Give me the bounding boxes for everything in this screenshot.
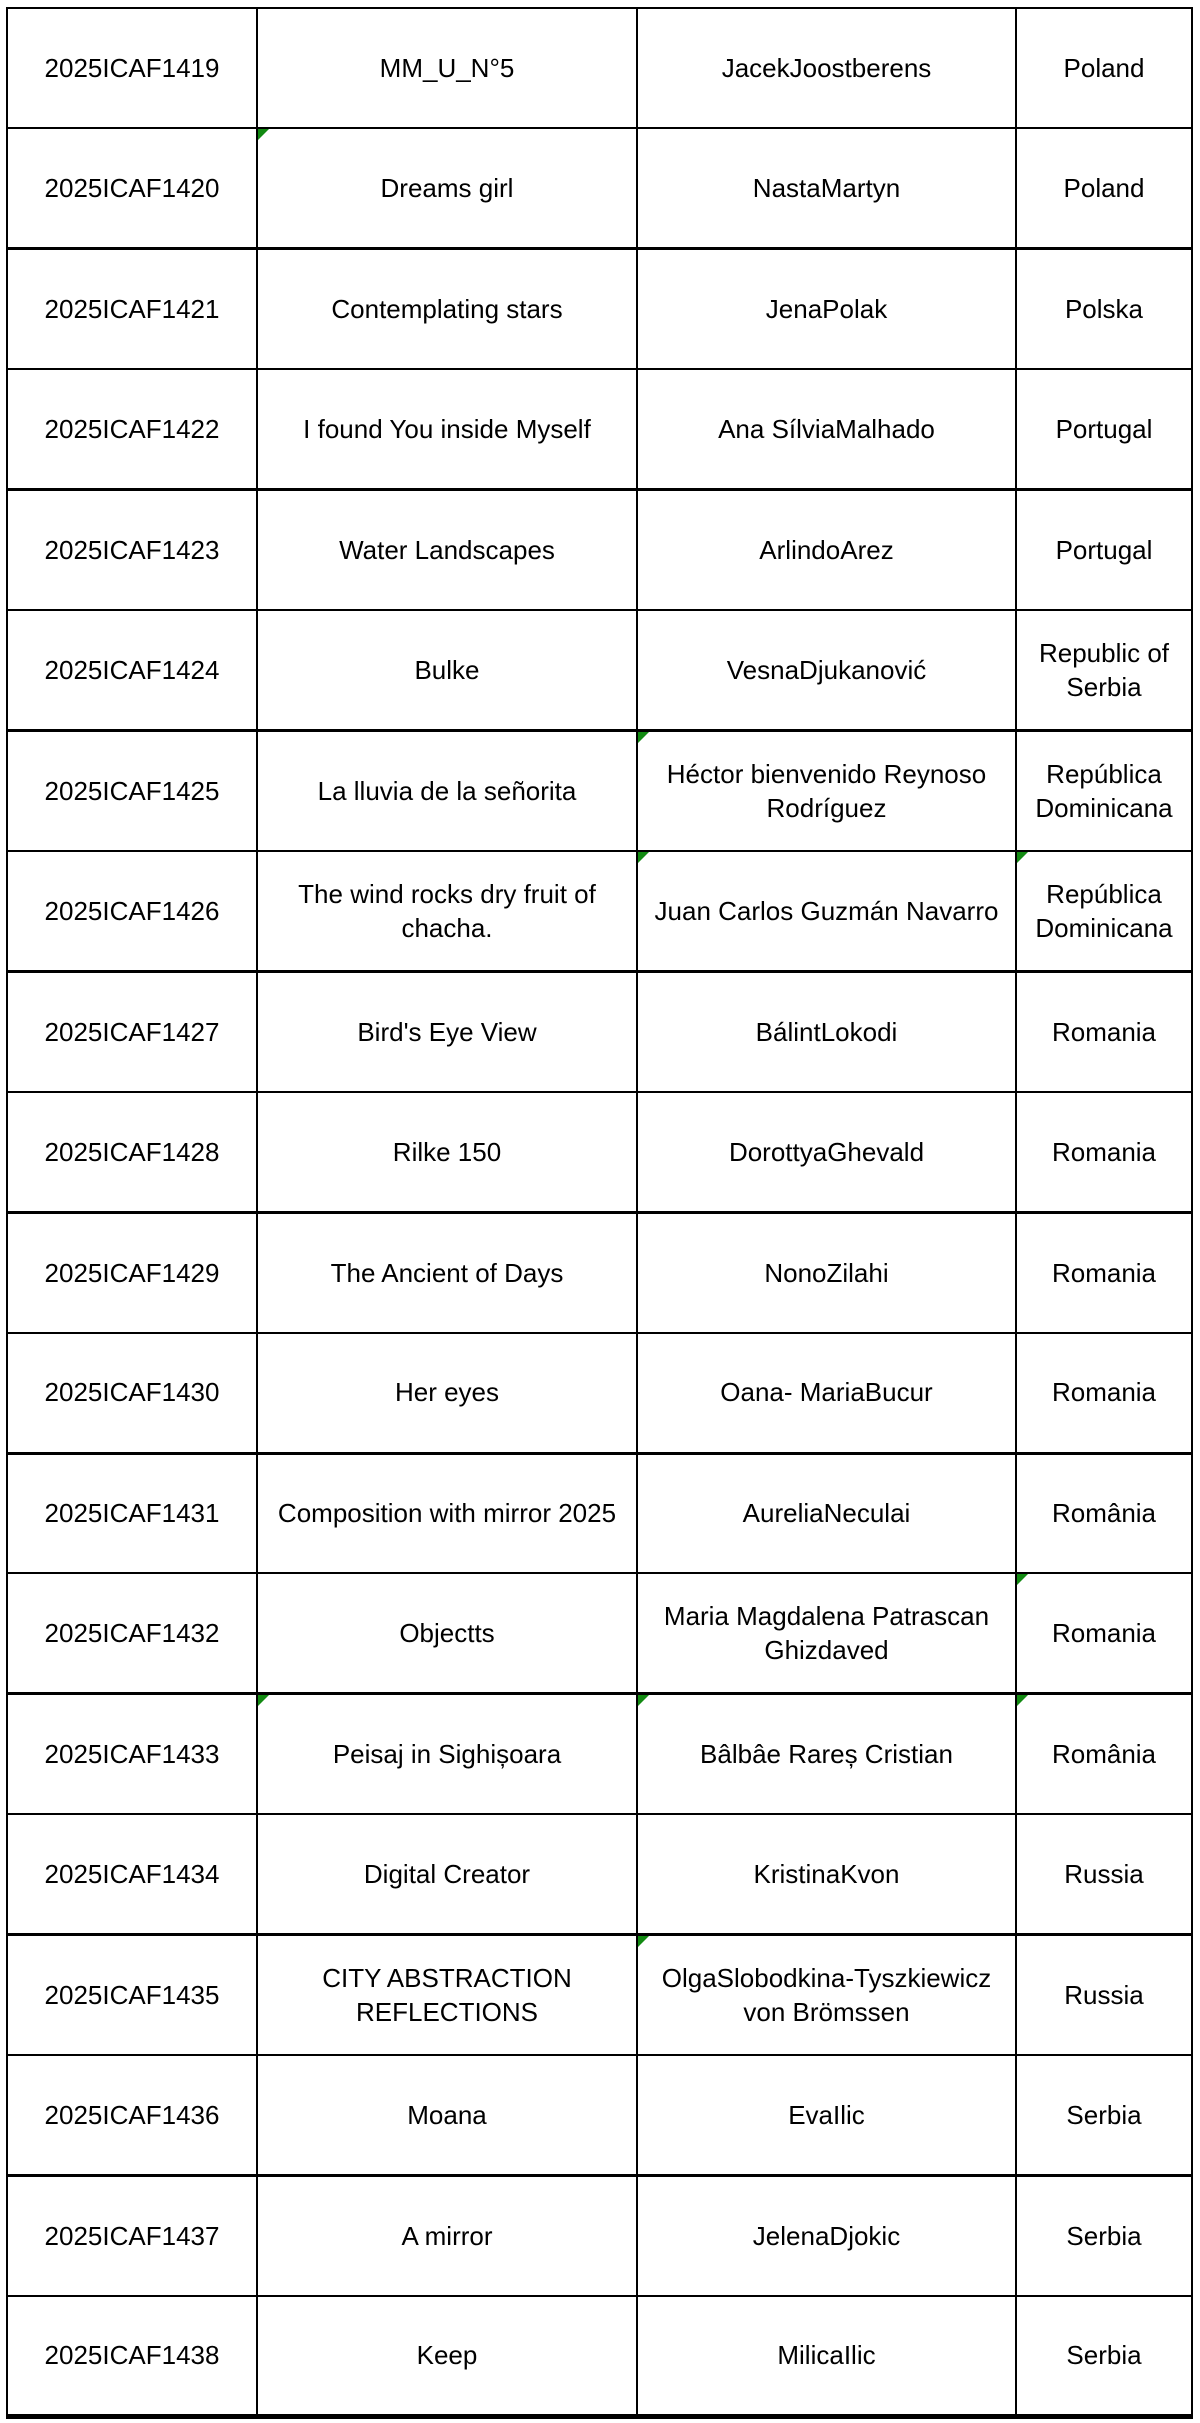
entry-id-text: 2025ICAF1436 — [44, 2099, 220, 2130]
artwork-title-text: The Ancient of Days — [330, 1257, 564, 1288]
country-cell — [1016, 128, 1192, 248]
table-row — [7, 128, 1192, 248]
country-cell — [1016, 2296, 1192, 2416]
table-row — [7, 2055, 1192, 2175]
country-text: República Dominicana — [1035, 878, 1173, 943]
country-text: Russia — [1064, 1859, 1144, 1890]
country-text: Romania — [1051, 1618, 1157, 1649]
registry-table-body — [7, 8, 1192, 2417]
country-cell — [1016, 2176, 1192, 2296]
table-row — [7, 369, 1192, 489]
author-name-text: MilicaIlic — [777, 2340, 876, 2371]
artwork-title-text: MM_U_N°5 — [379, 53, 515, 84]
table-row — [7, 1092, 1192, 1212]
author-name-text: Bâlbâe Rareș Cristian — [700, 1739, 953, 1770]
artwork-title-cell — [257, 2176, 637, 2296]
artwork-title-text: CITY ABSTRACTION REFLECTIONS — [322, 1962, 572, 2028]
entry-id-cell — [7, 851, 257, 971]
author-name-cell — [637, 971, 1016, 1091]
entry-id-text: 2025ICAF1435 — [44, 1980, 220, 2011]
table-row — [7, 851, 1192, 971]
country-cell — [1016, 8, 1192, 128]
entry-id-cell — [7, 2055, 257, 2175]
cell-error-flag-icon — [638, 852, 649, 863]
artwork-title-text: Digital Creator — [363, 1859, 531, 1890]
artwork-title-text: Her eyes — [394, 1377, 500, 1408]
artwork-title-text: Objectts — [399, 1618, 495, 1649]
entry-id-cell — [7, 1212, 257, 1332]
entry-id-cell — [7, 2176, 257, 2296]
entry-id-text: 2025ICAF1431 — [44, 1498, 220, 1529]
author-name-cell — [637, 2055, 1016, 2175]
country-text: Russia — [1064, 1980, 1144, 2011]
entry-id-text: 2025ICAF1429 — [44, 1257, 220, 1288]
artwork-title-text: Peisaj in Sighișoara — [332, 1739, 562, 1770]
country-text: România — [1051, 1498, 1157, 1529]
entry-id-cell — [7, 731, 257, 851]
author-name-text: ArlindoArez — [759, 534, 894, 565]
author-name-cell — [637, 1092, 1016, 1212]
country-text: Serbia — [1066, 2099, 1142, 2130]
author-name-cell — [637, 1573, 1016, 1693]
table-row — [7, 731, 1192, 851]
entry-id-text: 2025ICAF1430 — [44, 1377, 220, 1408]
author-name-text: JacekJoostberens — [721, 53, 932, 84]
table-row — [7, 2176, 1192, 2296]
country-cell — [1016, 490, 1192, 610]
author-name-cell — [637, 8, 1016, 128]
country-text: Poland — [1063, 53, 1145, 84]
entry-id-text: 2025ICAF1427 — [44, 1016, 220, 1047]
artwork-title-text: Dreams girl — [380, 173, 514, 204]
table-row — [7, 1814, 1192, 1934]
entry-id-cell — [7, 1935, 257, 2055]
artwork-title-text: Contemplating stars — [331, 294, 563, 325]
artwork-title-cell — [257, 1814, 637, 1934]
entry-id-cell — [7, 971, 257, 1091]
country-text: Portugal — [1055, 414, 1153, 445]
author-name-cell — [637, 1814, 1016, 1934]
country-text: România — [1051, 1739, 1157, 1770]
table-row — [7, 1694, 1192, 1814]
country-cell — [1016, 1092, 1192, 1212]
author-name-text: NonoZilahi — [764, 1257, 889, 1288]
country-cell — [1016, 610, 1192, 730]
author-name-text: EvaIlic — [788, 2099, 865, 2130]
country-cell — [1016, 2055, 1192, 2175]
author-name-cell — [637, 1694, 1016, 1814]
cell-error-flag-icon — [638, 1695, 649, 1706]
country-cell — [1016, 1935, 1192, 2055]
table-row — [7, 1935, 1192, 2055]
artwork-title-cell — [257, 1212, 637, 1332]
author-name-text: OlgaSlobodkina-Tyszkiewicz von Brömssen — [661, 1962, 992, 2028]
country-cell — [1016, 1212, 1192, 1332]
country-cell — [1016, 1453, 1192, 1573]
artwork-title-cell — [257, 610, 637, 730]
author-name-cell — [637, 2176, 1016, 2296]
author-name-text: BálintLokodi — [755, 1016, 898, 1047]
author-name-cell — [637, 1333, 1016, 1453]
table-row — [7, 610, 1192, 730]
artwork-title-text: I found You inside Myself — [303, 414, 591, 445]
artwork-title-text: The wind rocks dry fruit of chacha. — [298, 878, 596, 943]
entry-id-cell — [7, 1333, 257, 1453]
author-name-text: AureliaNeculai — [742, 1498, 911, 1529]
country-text: Romania — [1051, 1377, 1157, 1408]
table-row — [7, 1573, 1192, 1693]
submissions-registry — [6, 7, 1193, 2419]
country-cell — [1016, 1694, 1192, 1814]
artwork-title-text: Water Landscapes — [339, 534, 555, 565]
artwork-title-cell — [257, 851, 637, 971]
country-cell — [1016, 1814, 1192, 1934]
artwork-title-cell — [257, 490, 637, 610]
country-cell — [1016, 731, 1192, 851]
table-row — [7, 249, 1192, 369]
author-name-cell — [637, 128, 1016, 248]
artwork-title-text: Moana — [407, 2099, 487, 2130]
entry-id-cell — [7, 610, 257, 730]
author-name-cell — [637, 731, 1016, 851]
country-cell — [1016, 851, 1192, 971]
cell-error-flag-icon — [1017, 1574, 1028, 1585]
country-text: Romania — [1051, 1136, 1157, 1167]
country-text: Serbia — [1066, 2220, 1142, 2251]
author-name-cell — [637, 490, 1016, 610]
author-name-text: Oana- MariaBucur — [720, 1377, 933, 1408]
cell-error-flag-icon — [638, 1936, 649, 1947]
cell-error-flag-icon — [1017, 852, 1028, 863]
entry-id-text: 2025ICAF1433 — [44, 1739, 220, 1770]
artwork-title-cell — [257, 128, 637, 248]
author-name-cell — [637, 1212, 1016, 1332]
country-text: Poland — [1063, 173, 1145, 204]
author-name-cell — [637, 369, 1016, 489]
author-name-text: Ana SílviaMalhado — [718, 414, 935, 445]
country-text: Serbia — [1066, 2340, 1142, 2371]
table-row — [7, 1333, 1192, 1453]
entry-id-text: 2025ICAF1428 — [44, 1136, 220, 1167]
country-cell — [1016, 1573, 1192, 1693]
author-name-text: NastaMartyn — [752, 173, 901, 204]
entry-id-text: 2025ICAF1423 — [44, 534, 220, 565]
table-row — [7, 8, 1192, 128]
entry-id-text: 2025ICAF1438 — [44, 2340, 220, 2371]
artwork-title-cell — [257, 1935, 637, 2055]
author-name-text: Maria Magdalena Patrascan Ghizdaved — [663, 1601, 990, 1666]
artwork-title-text: Keep — [416, 2340, 478, 2371]
artwork-title-cell — [257, 369, 637, 489]
author-name-text: Héctor bienvenido Reynoso Rodríguez — [666, 758, 987, 823]
country-text: Polska — [1064, 294, 1144, 325]
entry-id-cell — [7, 1453, 257, 1573]
cell-error-flag-icon — [258, 129, 269, 140]
author-name-text: KristinaKvon — [753, 1859, 900, 1890]
entry-id-text: 2025ICAF1434 — [44, 1859, 220, 1890]
artwork-title-cell — [257, 249, 637, 369]
artwork-title-cell — [257, 2055, 637, 2175]
cell-error-flag-icon — [1017, 1695, 1028, 1706]
country-cell — [1016, 369, 1192, 489]
entry-id-cell — [7, 128, 257, 248]
entry-id-cell — [7, 1573, 257, 1693]
author-name-text: Juan Carlos Guzmán Navarro — [654, 895, 999, 926]
artwork-title-text: Bird's Eye View — [357, 1016, 537, 1047]
entry-id-cell — [7, 1814, 257, 1934]
entry-id-cell — [7, 1694, 257, 1814]
artwork-title-text: Rilke 150 — [392, 1136, 502, 1167]
entry-id-cell — [7, 490, 257, 610]
author-name-cell — [637, 1935, 1016, 2055]
entry-id-text: 2025ICAF1424 — [44, 654, 220, 685]
table-row — [7, 1212, 1192, 1332]
artwork-title-cell — [257, 8, 637, 128]
author-name-text: VesnaDjukanović — [726, 654, 927, 685]
author-name-cell — [637, 1453, 1016, 1573]
table-row — [7, 1453, 1192, 1573]
entry-id-cell — [7, 1092, 257, 1212]
entry-id-text: 2025ICAF1421 — [44, 294, 220, 325]
artwork-title-text: A mirror — [401, 2220, 493, 2251]
author-name-text: DorottyaGhevald — [728, 1136, 925, 1167]
entry-id-cell — [7, 369, 257, 489]
author-name-cell — [637, 2296, 1016, 2416]
country-text: Republic of Serbia — [1038, 637, 1170, 703]
submissions-table — [6, 7, 1193, 2419]
country-cell — [1016, 1333, 1192, 1453]
entry-id-text: 2025ICAF1437 — [44, 2220, 220, 2251]
entry-id-cell — [7, 2296, 257, 2416]
entry-id-cell — [7, 249, 257, 369]
author-name-cell — [637, 851, 1016, 971]
artwork-title-cell — [257, 731, 637, 851]
artwork-title-cell — [257, 2296, 637, 2416]
country-text: Romania — [1051, 1016, 1157, 1047]
artwork-title-cell — [257, 971, 637, 1091]
table-row — [7, 490, 1192, 610]
artwork-title-cell — [257, 1333, 637, 1453]
country-text: República Dominicana — [1035, 758, 1173, 823]
entry-id-text: 2025ICAF1425 — [44, 775, 220, 806]
artwork-title-text: Composition with mirror 2025 — [277, 1498, 617, 1529]
author-name-cell — [637, 249, 1016, 369]
artwork-title-text: La lluvia de la señorita — [317, 775, 577, 806]
artwork-title-text: Bulke — [414, 654, 480, 685]
author-name-cell — [637, 610, 1016, 730]
entry-id-text: 2025ICAF1422 — [44, 414, 220, 445]
author-name-text: JelenaDjokic — [752, 2220, 901, 2251]
entry-id-cell — [7, 8, 257, 128]
entry-id-text: 2025ICAF1432 — [44, 1618, 220, 1649]
artwork-title-cell — [257, 1694, 637, 1814]
artwork-title-cell — [257, 1453, 637, 1573]
country-cell — [1016, 971, 1192, 1091]
table-row — [7, 971, 1192, 1091]
entry-id-text: 2025ICAF1419 — [44, 53, 220, 84]
country-text: Romania — [1051, 1257, 1157, 1288]
country-cell — [1016, 249, 1192, 369]
artwork-title-cell — [257, 1573, 637, 1693]
cell-error-flag-icon — [638, 732, 649, 743]
author-name-text: JenaPolak — [765, 294, 888, 325]
country-text: Portugal — [1055, 534, 1153, 565]
cell-error-flag-icon — [258, 1695, 269, 1706]
table-row — [7, 2296, 1192, 2416]
entry-id-text: 2025ICAF1420 — [44, 173, 220, 204]
artwork-title-cell — [257, 1092, 637, 1212]
entry-id-text: 2025ICAF1426 — [44, 895, 220, 926]
